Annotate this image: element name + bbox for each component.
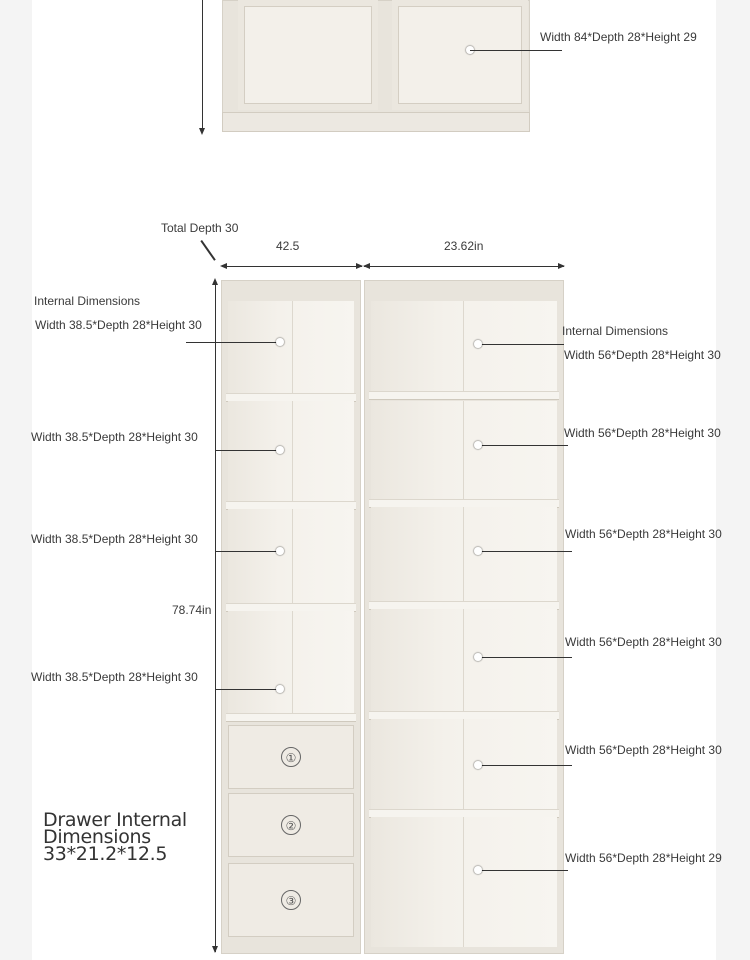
top-height-line [202, 0, 203, 130]
right-label-4: Width 56*Depth 28*Height 30 [565, 635, 722, 649]
right-bay-1 [371, 301, 557, 395]
right-dot-1 [474, 340, 482, 348]
left-bay-4 [228, 611, 354, 715]
left-label-2: Width 38.5*Depth 28*Height 30 [31, 430, 198, 444]
left-internal-heading: Internal Dimensions [34, 294, 141, 308]
right-dot-3 [474, 547, 482, 555]
left-leader-1 [186, 342, 280, 343]
right-leader-6 [478, 870, 568, 871]
left-dot-1 [276, 338, 284, 346]
drawer-dimensions-title [43, 809, 187, 865]
right-width-line [364, 266, 564, 267]
left-dot-4 [276, 685, 284, 693]
top-cabinet-label: Width 84*Depth 28*Height 29 [540, 30, 697, 44]
drawer-1 [228, 725, 354, 789]
right-bay-3 [371, 507, 557, 603]
right-leader-1 [478, 344, 564, 345]
drawer-number-2: ② [281, 815, 301, 835]
total-depth-label: Total Depth 30 [161, 221, 239, 235]
left-label-3: Width 38.5*Depth 28*Height 30 [31, 532, 198, 546]
top-height-arrow [199, 128, 205, 135]
left-width-arrow-left [220, 263, 227, 269]
drawer-title-line-3: 33*21.2*12.5 [43, 843, 168, 865]
right-dot-2 [474, 441, 482, 449]
right-leader-4 [478, 657, 572, 658]
right-leader-5 [478, 765, 572, 766]
total-height-line [215, 282, 216, 952]
right-label-6: Width 56*Depth 28*Height 29 [565, 851, 722, 865]
glass-door-right [392, 0, 528, 110]
left-leader-3 [215, 551, 280, 552]
right-width-arrow-left [363, 263, 370, 269]
left-leader-2 [215, 450, 280, 451]
right-dot-5 [474, 761, 482, 769]
total-height-arrow-up [212, 278, 218, 285]
left-label-4: Width 38.5*Depth 28*Height 30 [31, 670, 198, 684]
left-width-arrow-right [356, 263, 363, 269]
right-bay-2 [371, 401, 557, 501]
left-dot-2 [276, 446, 284, 454]
top-cabinet-leader [470, 50, 562, 51]
drawer-3 [228, 863, 354, 937]
right-bay-6 [371, 817, 557, 947]
right-label-3: Width 56*Depth 28*Height 30 [565, 527, 722, 541]
right-internal-heading: Internal Dimensions [562, 324, 669, 338]
top-cabinet-plinth [222, 112, 530, 132]
drawer-title-line-2: Dimensions [43, 826, 151, 848]
right-dot-4 [474, 653, 482, 661]
right-label-5: Width 56*Depth 28*Height 30 [565, 743, 722, 757]
right-bay-4 [371, 609, 557, 713]
right-dot-6 [474, 866, 482, 874]
left-label-1: Width 38.5*Depth 28*Height 30 [35, 318, 202, 332]
left-width-line [222, 266, 362, 267]
right-shelf-1 [369, 391, 559, 400]
left-dot-3 [276, 547, 284, 555]
left-bay-3 [228, 509, 354, 605]
top-cabinet [222, 0, 530, 140]
total-height-arrow-down [212, 946, 218, 953]
left-leader-4 [215, 689, 280, 690]
left-width-label: 42.5 [276, 239, 300, 253]
left-bay-2 [228, 401, 354, 503]
drawer-number-1: ① [281, 747, 301, 767]
right-leader-2 [478, 445, 568, 446]
right-width-arrow-right [558, 263, 565, 269]
glass-door-left [238, 0, 378, 110]
drawer-number-3: ③ [281, 890, 301, 910]
right-label-1: Width 56*Depth 28*Height 30 [564, 348, 721, 362]
right-width-label: 23.62in [444, 239, 484, 253]
left-shelf-4 [226, 713, 356, 722]
right-leader-3 [478, 551, 572, 552]
drawer-title-line-1: Drawer Internal [43, 809, 187, 831]
left-cabinet [221, 280, 361, 954]
right-cabinet [364, 280, 564, 954]
total-height-label: 78.74in [172, 603, 212, 617]
drawer-2 [228, 793, 354, 857]
left-bay-1 [228, 301, 354, 397]
right-label-2: Width 56*Depth 28*Height 30 [564, 426, 721, 440]
